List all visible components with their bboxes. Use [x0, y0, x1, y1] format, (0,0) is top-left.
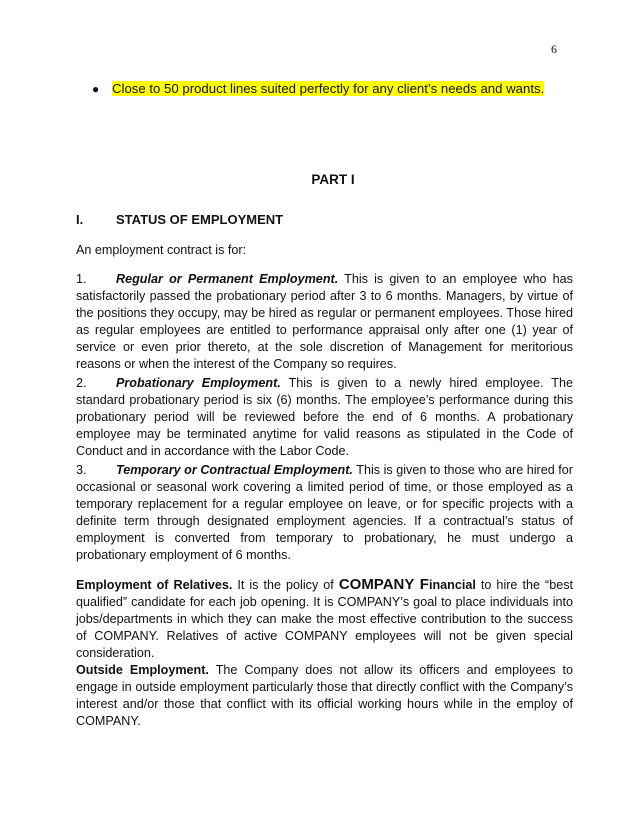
list-item-regular-employment: [76, 271, 573, 373]
list-item-number: 2.: [76, 376, 87, 390]
list-item-temporary-employment: [76, 462, 573, 564]
list-item-number: 3.: [76, 463, 87, 477]
list-item-title: Regular or Permanent Employment.: [116, 272, 339, 286]
paragraph-title: Outside Employment.: [76, 663, 209, 677]
list-item-body: This is given to those who are hired for occasional or seasonal work covering a limited period of time, or those employed as a temporary replacement for a regular employee on leave, or for specific projects with a definite term through designated employment agencies. If a contractual’s status of employment is converted from temporary to probationary, he must undergo a probationary employment of 6 months.: [76, 463, 574, 562]
bullet-dot-icon: ●: [92, 82, 100, 96]
highlighted-text: Close to 50 product lines suited perfectly for any client’s needs and wants.: [112, 81, 545, 96]
section-title: STATUS OF EMPLOYMENT: [116, 212, 284, 227]
paragraph-body-a: It is the policy of: [232, 578, 339, 592]
paragraph-body-b: to hire the “best qualified” candidate for each job opening. It is COMPANY’s goal to place individuals into jobs/departments in which they can make the most effective contribution to the success of COMPANY. Relatives of active COMPANY employees will not be given special consideration.: [76, 578, 573, 660]
list-item-title: Probationary Employment.: [116, 376, 281, 390]
paragraph-body: The Company does not allow its officers and employees to engage in outside employment particularly those that directly conflict with the Company’s interest and/or those that conflict with its official working hours while in the employ of COMPANY.: [76, 663, 573, 728]
highlighted-bullet-item: [92, 80, 562, 98]
company-name-rest: inancial: [428, 578, 476, 592]
section-heading: [76, 212, 283, 227]
part-title: PART I: [311, 172, 355, 187]
list-item-body: This is given to a newly hired employee. The standard probationary period is six (6) months. The employee’s performance during this probationary period will be reviewed before the end of 6 months. A probationary employee may be terminated anytime for valid reasons as stipulated in the Code of Conduct and in accordance with the Labor Code.: [76, 376, 573, 458]
page-number: 6: [551, 42, 557, 56]
paragraph-title: Employment of Relatives.: [76, 578, 233, 592]
list-item-title: Temporary or Contractual Employment.: [116, 463, 353, 477]
section-number: I.: [76, 212, 84, 227]
outside-employment-paragraph: [76, 662, 573, 730]
list-item-body: This is given to an employee who has satisfactorily passed the probationary period after 3 to 6 months. Managers, by virtue of the positions they occupy, may be hired as regular or permanent employees. Those hired as regular employees are entitled to performance appraisal only after one (1) year of service or even prior thereto, at the sole discretion of Management for meritorious reasons or when the interest of the Company so requires.: [76, 272, 573, 371]
company-name-large: COMPANY F: [338, 576, 429, 593]
intro-text: An employment contract is for:: [76, 243, 247, 257]
list-item-probationary-employment: [76, 375, 573, 460]
employment-of-relatives-paragraph: [76, 576, 573, 662]
list-item-number: 1.: [76, 272, 87, 286]
